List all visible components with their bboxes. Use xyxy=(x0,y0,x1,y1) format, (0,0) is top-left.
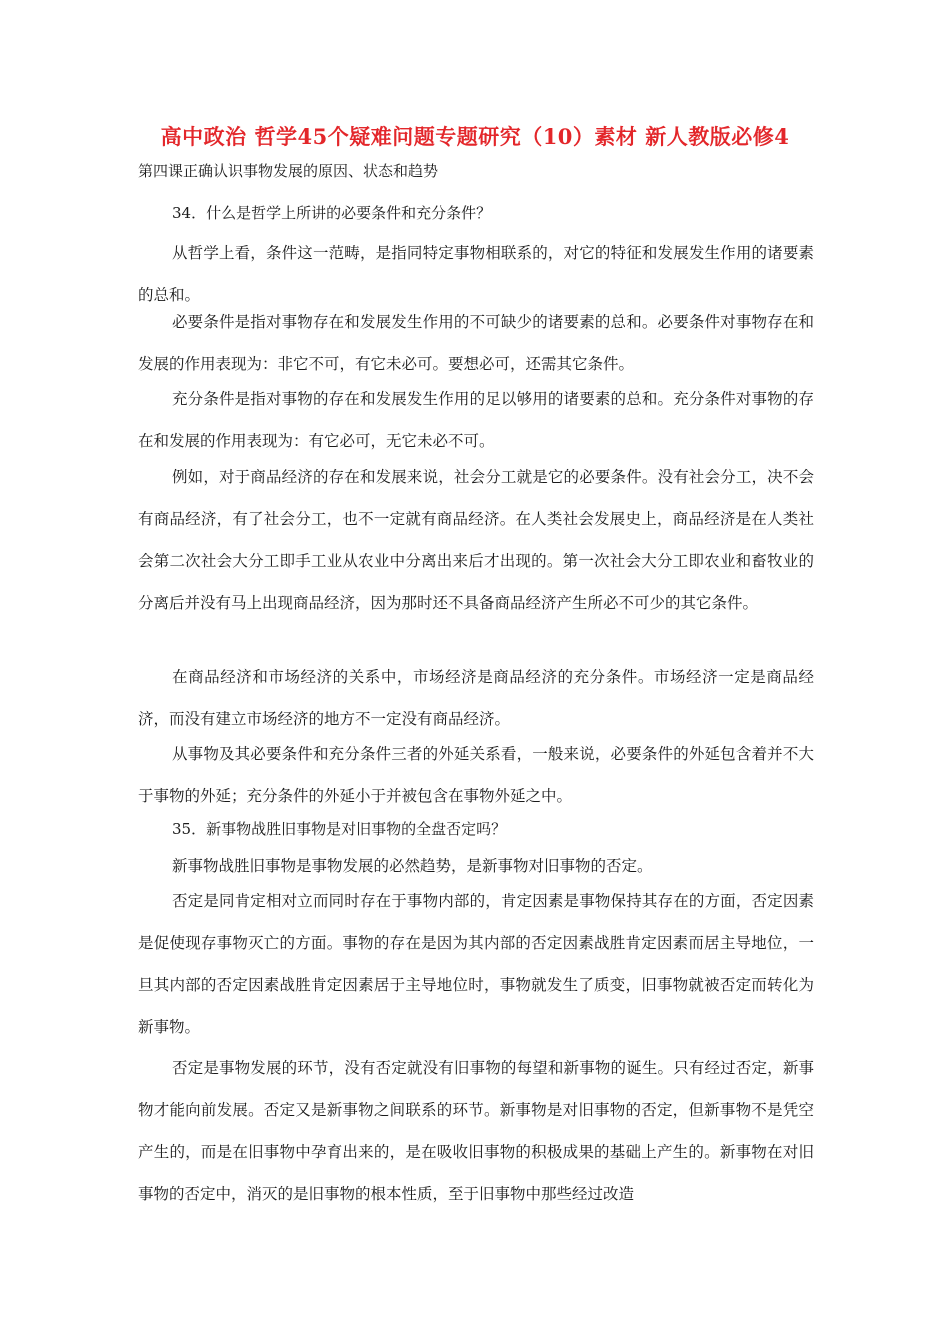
paragraph-6: 从事物及其必要条件和充分条件三者的外延关系看，一般来说，必要条件的外延包含着并不大于事物的外延；充分条件的外延小于并被包含在事物外延之中。 xyxy=(138,745,814,805)
paragraph-8: 否定是同肯定相对立而同时存在于事物内部的，肯定因素是事物保持其存在的方面，否定因素是促使现存事物灭亡的方面。事物的存在是因为其内部的否定因素战胜肯定因素而居主导地位，一旦其内部的否定因素战胜肯定因素居于主导地位时，事物就发生了质变，旧事物就被否定而转化为新事物。 xyxy=(138,892,814,1036)
paragraph-5: 在商品经济和市场经济的关系中，市场经济是商品经济的充分条件。市场经济一定是商品经济，而没有建立市场经济的地方不一定没有商品经济。 xyxy=(138,668,814,728)
document-title: 高中政治 哲学45个疑难问题专题研究（10）素材 新人教版必修4 xyxy=(160,124,790,149)
paragraph-4: 例如，对于商品经济的存在和发展来说，社会分工就是它的必要条件。没有社会分工，决不会有商品经济，有了社会分工，也不一定就有商品经济。在人类社会发展史上，商品经济是在人类社会第二次社会大分工即手工业从农业中分离出来后才出现的。第一次社会大分工即农业和畜牧业的分离后并没有马上出现商品经济，因为那时还不具备商品经济产生所必不可少的其它条件。 xyxy=(138,468,814,612)
paragraph-9: 否定是事物发展的环节，没有否定就没有旧事物的每望和新事物的诞生。只有经过否定，新事物才能向前发展。否定又是新事物之间联系的环节。新事物是对旧事物的否定，但新事物不是凭空产生的，而是在旧事物中孕育出来的，是在吸收旧事物的积极成果的基础上产生的。新事物在对旧事物的否定中，消灭的是旧事物的根本性质，至于旧事物中那些经过改造 xyxy=(138,1059,814,1203)
question-34: 34．什么是哲学上所讲的必要条件和充分条件？ xyxy=(172,204,492,222)
paragraph-1: 从哲学上看，条件这一范畴，是指同特定事物相联系的，对它的特征和发展发生作用的诸要素的总和。 xyxy=(138,244,814,304)
question-35: 35．新事物战胜旧事物是对旧事物的全盘否定吗？ xyxy=(172,820,507,838)
lesson-heading: 第四课正确认识事物发展的原因、状态和趋势 xyxy=(138,162,439,180)
paragraph-7: 新事物战胜旧事物是事物发展的必然趋势，是新事物对旧事物的否定。 xyxy=(172,857,653,875)
paragraph-3: 充分条件是指对事物的存在和发展发生作用的足以够用的诸要素的总和。充分条件对事物的存在和发展的作用表现为：有它必可，无它未必不可。 xyxy=(138,390,814,450)
paragraph-2: 必要条件是指对事物存在和发展发生作用的不可缺少的诸要素的总和。必要条件对事物存在和发展的作用表现为：非它不可，有它未必可。要想必可，还需其它条件。 xyxy=(138,313,814,373)
